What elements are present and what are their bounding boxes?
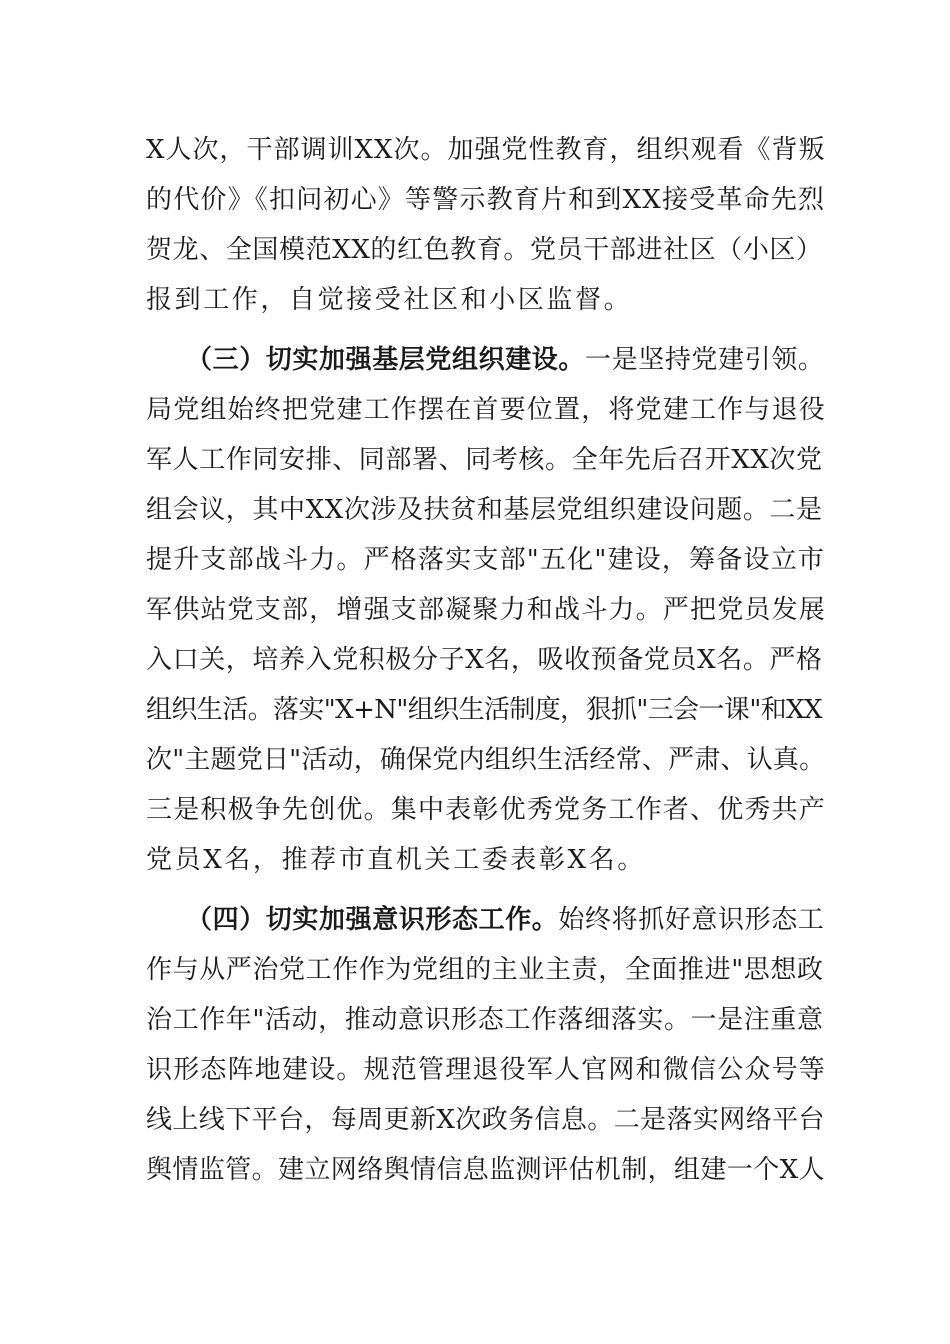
paragraph-line (146, 284, 826, 316)
section-heading-line (186, 344, 826, 376)
paragraph-line (146, 494, 826, 526)
paragraph-line (146, 694, 826, 726)
line-text: 组会议，其中XX次涉及扶贫和基层党组织建设问题。二是 (146, 495, 823, 525)
paragraph-line (146, 544, 826, 576)
section-heading-line (186, 904, 826, 936)
line-text: 组织生活。落实"X+N"组织生活制度，狠抓"三会一课"和XX (146, 695, 822, 725)
line-text: X人次，干部调训XX次。加强党性教育，组织观看《背叛 (146, 135, 826, 165)
line-text: 军供站党支部，增强支部凝聚力和战斗力。严把党员发展 (146, 595, 827, 625)
paragraph-line (146, 134, 826, 166)
line-text: 线上线下平台，每周更新X次政务信息。二是落实网络平台 (146, 1105, 825, 1135)
paragraph-line (146, 954, 826, 986)
line-text: 三是积极争先创优。集中表彰优秀党务工作者、优秀共产 (146, 795, 827, 825)
line-text: 的代价》《扣问初心》等警示教育片和到XX接受革命先烈 (146, 185, 826, 215)
paragraph-line (146, 744, 826, 776)
paragraph-line (146, 444, 826, 476)
line-text: 局党组始终把党建工作摆在首要位置，将党建工作与退役 (146, 395, 827, 425)
line-text: 贺龙、全国模范XX的红色教育。党员干部进社区（小区） (146, 235, 823, 265)
paragraph-line (146, 1154, 826, 1186)
paragraph-line (146, 794, 826, 826)
paragraph-line (146, 1054, 826, 1086)
line-text: 舆情监管。建立网络舆情信息监测评估机制，组建一个X人 (146, 1155, 825, 1185)
paragraph-line (146, 234, 826, 266)
line-text: 识形态阵地建设。规范管理退役军人官网和微信公众号等 (146, 1055, 827, 1085)
line-text: 报到工作，自觉接受社区和小区监督。 (146, 285, 633, 315)
paragraph-line (146, 1004, 826, 1036)
section-heading: （三）切实加强基层党组织建设。 (186, 345, 586, 375)
line-text: 始终将抓好意识形态工 (558, 905, 825, 935)
line-text: 入口关，培养入党积极分子X名，吸收预备党员X名。严格 (146, 645, 823, 675)
paragraph-line (146, 644, 826, 676)
paragraph-line (146, 184, 826, 216)
paragraph-line (146, 594, 826, 626)
paragraph-line (146, 844, 826, 876)
section-heading: （四）切实加强意识形态工作。 (186, 905, 559, 935)
line-text: 治工作年"活动，推动意识形态工作落细落实。一是注重意 (146, 1005, 824, 1035)
line-text: 一是坚持党建引领。 (585, 345, 825, 375)
paragraph-line (146, 394, 826, 426)
paragraph-line (146, 1104, 826, 1136)
line-text: 作与从严治党工作作为党组的主业主责，全面推进"思想政 (146, 955, 824, 985)
line-text: 军人工作同安排、同部署、同考核。全年先后召开XX次党 (146, 445, 823, 475)
line-text: 党员X名，推荐市直机关工委表彰X名。 (146, 845, 646, 875)
line-text: 提升支部战斗力。严格落实支部"五化"建设，筹备设立市 (146, 545, 826, 575)
line-text: 次"主题党日"活动，确保党内组织生活经常、严肃、认真。 (146, 745, 826, 775)
